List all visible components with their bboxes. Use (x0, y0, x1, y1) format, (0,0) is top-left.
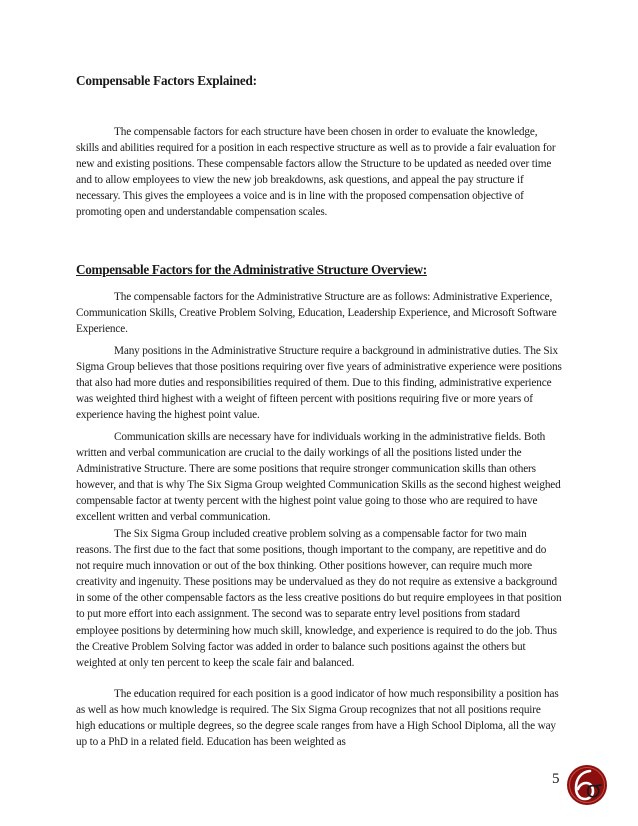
six-sigma-logo-icon (566, 764, 608, 806)
section-heading: Compensable Factors Explained: (76, 73, 257, 88)
body-paragraph: Communication skills are necessary have for individuals working in the administrative fields. Both written and verbal communication are crucial to the daily workings of all the positions listed under the Administrative Structure. There are some positions that require stronger communication skills than others however, and that is why The Six Sigma Group weighted Communication Skills as the second highest weighed compensable factor at twenty percent with the highest point value going to those who are required to have excellent written and verbal communication. (76, 431, 561, 524)
body-paragraph: The Six Sigma Group included creative problem solving as a compensable factor for two main reasons. The first due to the fact that some positions, though important to the company, are repetitive and do not require much innovation or out of the box thinking. Other positions however, can require much more creativity and ingenuity. These positions may be undervalued as they do not require as extensive a background in some of the other compensable factors as the less creative positions do but require employees in that position to put more effort into each assignment. The second was to separate entry level positions from stadard employee positions by determining how much skill, knowledge, and experience is required to do the job. Thus the Creative Problem Solving factor was added in order to balance such positions against the others but weighted at only ten percent to keep the scale fair and balanced. (76, 528, 562, 669)
intro-paragraph: The compensable factors for each structure have been chosen in order to evaluate the knowledge, skills and abilities required for a position in each respective structure as well as to provide a fair evaluation for new and existing positions. These compensable factors allow the Structure to be updated as needed over time and to allow employees to view the new job breakdowns, ask questions, and appeal the pay structure if necessary. This gives the employees a voice and is in line with the proposed compensation objective of promoting open and understandable compensation scales. (76, 126, 556, 219)
body-paragraph: The education required for each position is a good indicator of how much responsibility a position has as well as how much knowledge is required. The Six Sigma Group recognizes that not all positions require high educations or multiple degrees, so the degree scale ranges from have a High School Diploma, all the way up to a PhD in a related field. Education has been weighted as (76, 688, 559, 749)
body-paragraph: Many positions in the Administrative Structure require a background in administrative duties. The Six Sigma Group believes that those positions requiring over five years of administrative experience were positions that also had more duties and responsibilities required of them. Due to this finding, administrative experience was weighted third highest with a weight of fifteen percent with positions requiring five or more years of experience having the highest point value. (76, 345, 562, 422)
subheading: Compensable Factors for the Administrative Structure Overview: (76, 262, 427, 277)
page-number: 5 (552, 771, 560, 787)
body-paragraph: The compensable factors for the Administrative Structure are as follows: Administrative Experience, Communication Skills, Creative Problem Solving, Education, Leadership Experience, and Microsoft Software Experience. (76, 291, 557, 336)
